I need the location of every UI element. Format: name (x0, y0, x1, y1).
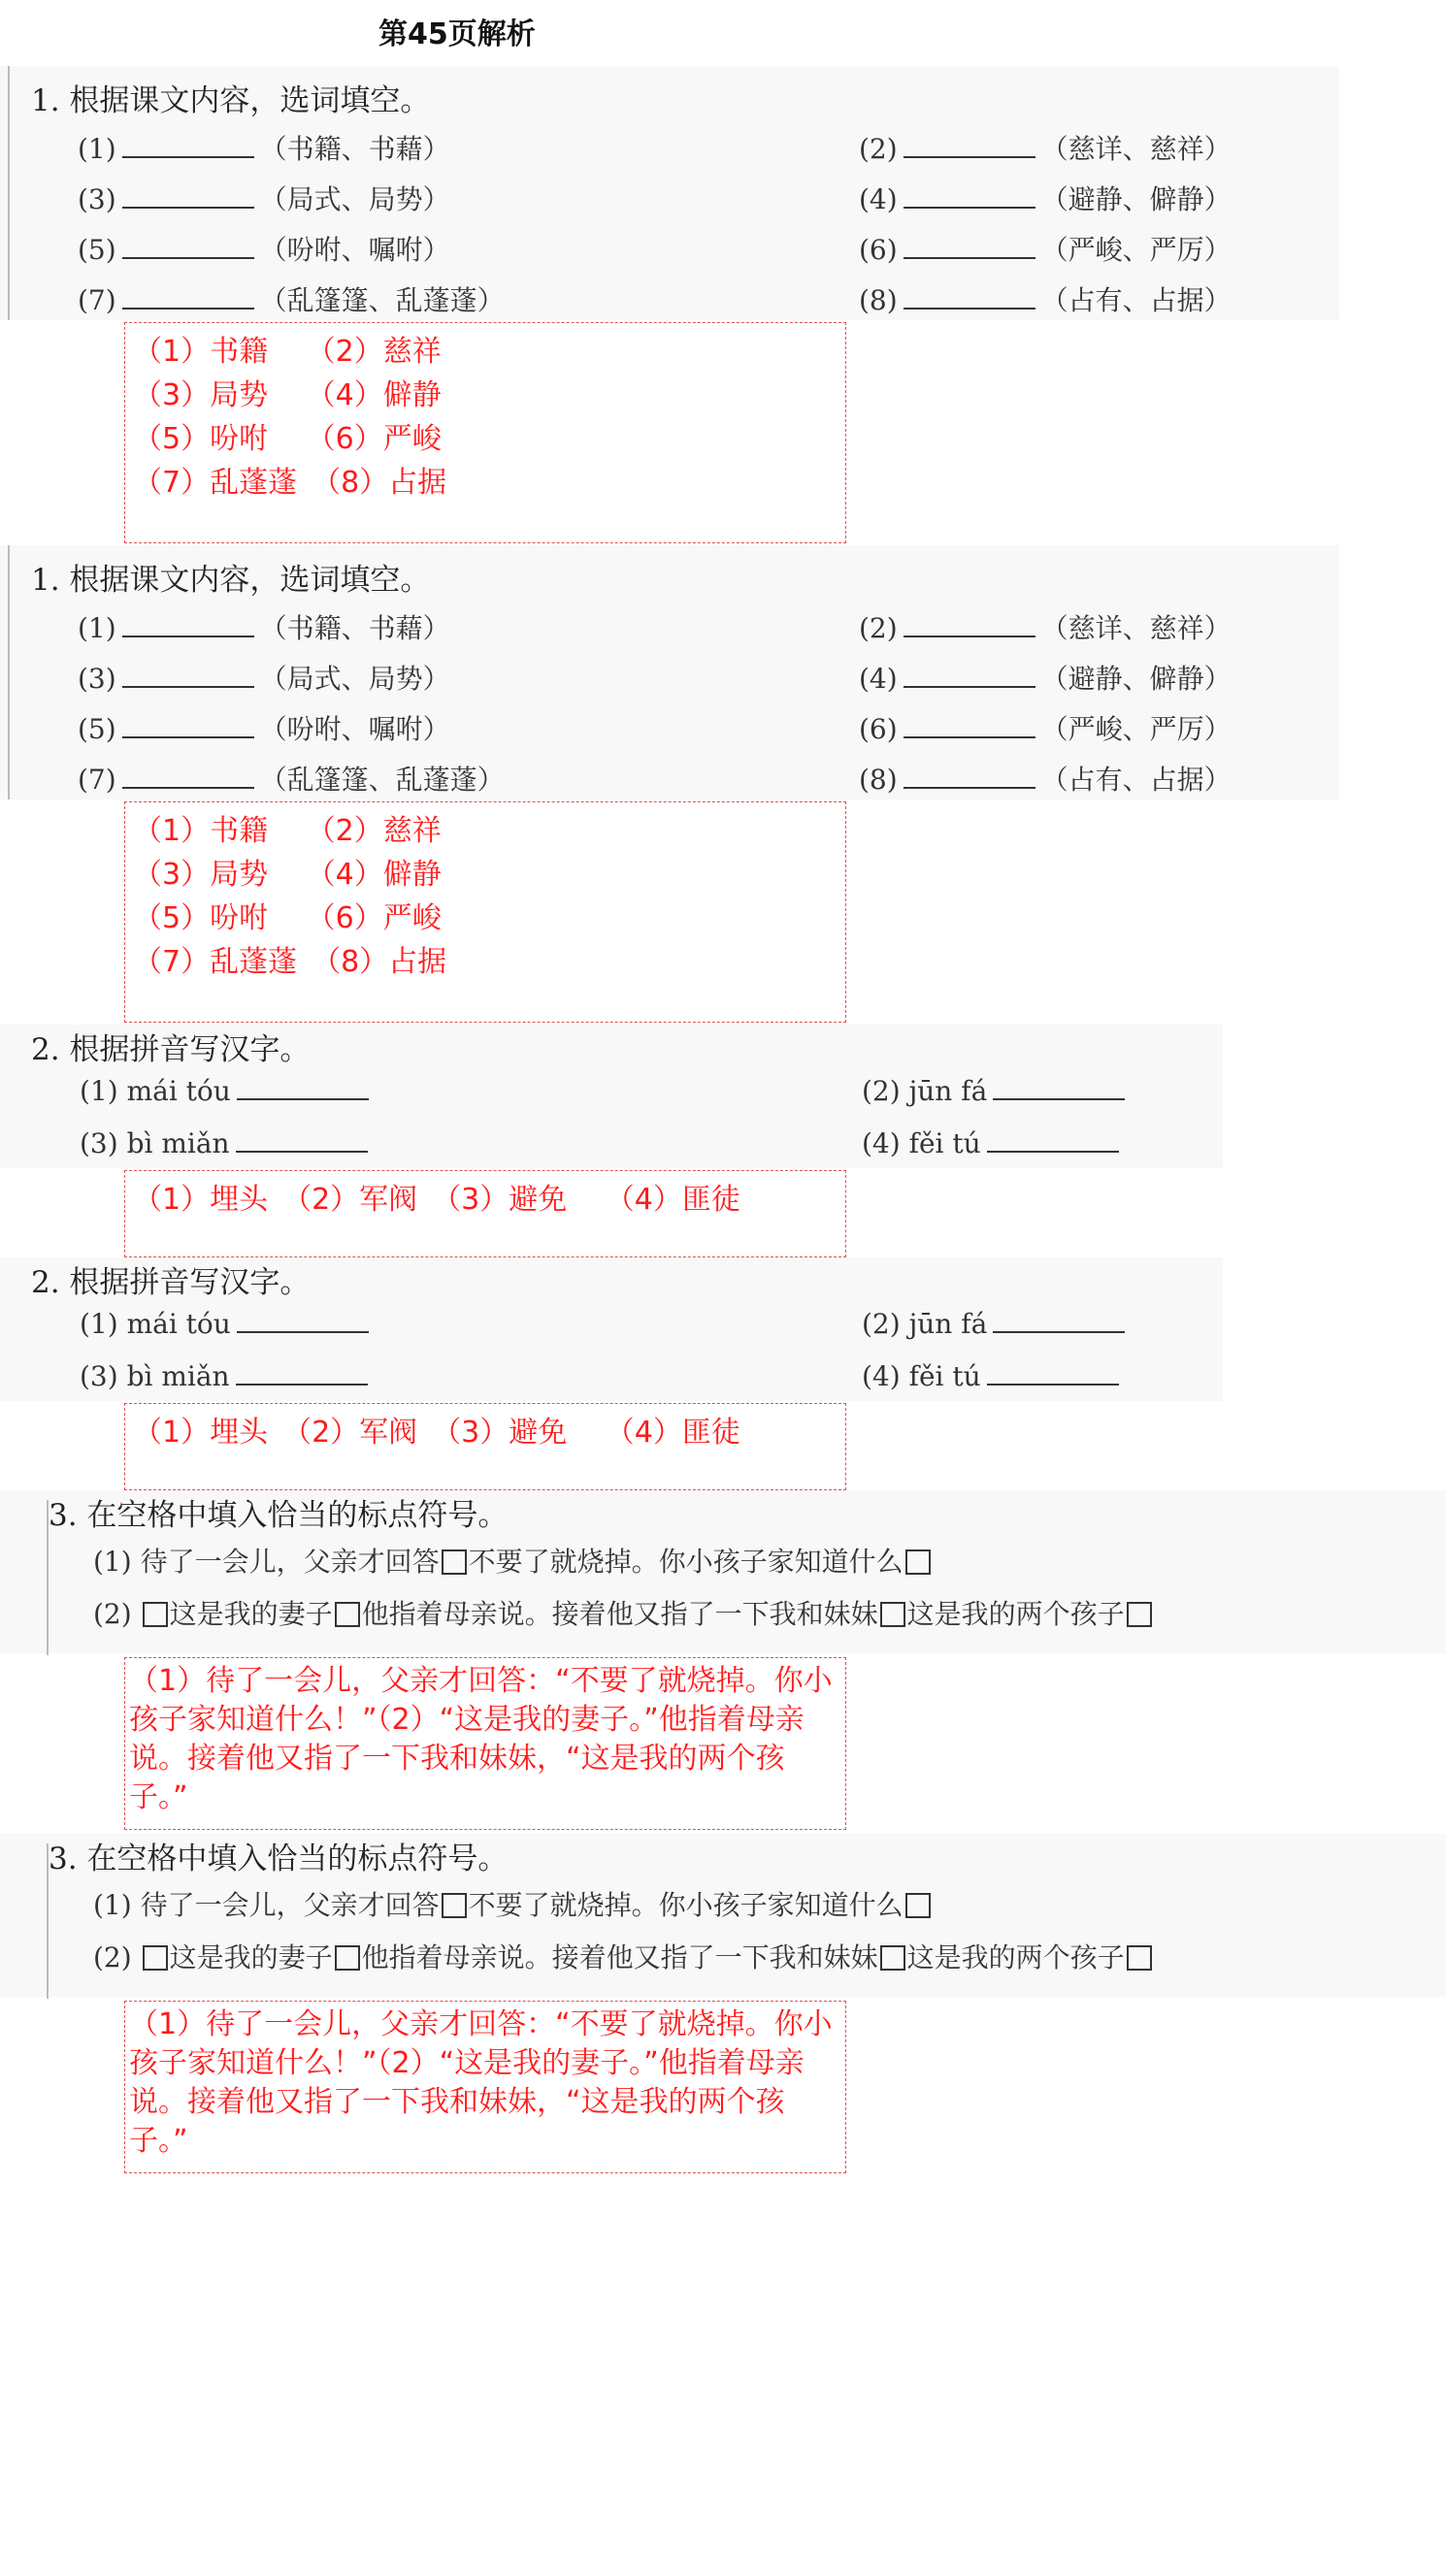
sentence-text: 待了一会儿，父亲才回答 (140, 1546, 440, 1578)
punctuation-box[interactable] (1127, 1945, 1152, 1971)
item-number: (5) (78, 234, 116, 266)
item-number: (7) (78, 764, 116, 796)
pinyin-item (80, 1306, 375, 1340)
answer-blank[interactable] (904, 282, 1035, 310)
item-number: (8) (859, 764, 898, 796)
answer-text: （1）待了一会儿，父亲才回答：“不要了就烧掉。你小孩子家知道什么！”（2）“这是我的妻子。”他指着母亲说。接着他又指了一下我和妹妹，“这是我的两个孩子。” (129, 2007, 833, 2158)
answer-blank[interactable] (904, 661, 1035, 688)
item-number: (1) (93, 1546, 132, 1578)
pinyin-text: bì miǎn (126, 1360, 230, 1392)
fill-item (78, 658, 450, 697)
pinyin-text: mái tóu (126, 1308, 231, 1340)
sentence-text: 待了一会儿，父亲才回答 (140, 1889, 440, 1921)
fill-item (78, 607, 450, 646)
sentence-text: 这是我的两个孩子 (906, 1598, 1125, 1630)
punctuation-box[interactable] (442, 1893, 467, 1918)
punctuation-box[interactable] (143, 1945, 168, 1971)
answer-box (124, 1657, 846, 1830)
punctuation-box[interactable] (335, 1602, 360, 1627)
item-options: （严峻、严厉） (1040, 713, 1232, 745)
fill-item (859, 607, 1232, 646)
sentence-text: 不要了就烧掉。你小孩子家知道什么 (468, 1889, 904, 1921)
answer-blank[interactable] (993, 1073, 1125, 1100)
pinyin-text: bì miǎn (126, 1127, 230, 1159)
item-number: (1) (80, 1308, 118, 1340)
answer-box (124, 2001, 846, 2173)
fill-item (78, 229, 450, 268)
question-1-block (0, 66, 1446, 545)
punctuation-box[interactable] (335, 1945, 360, 1971)
answer-blank[interactable] (904, 232, 1035, 259)
pinyin-item (80, 1073, 375, 1107)
punctuation-box[interactable] (143, 1602, 168, 1627)
pinyin-text: fěi tú (908, 1360, 981, 1392)
item-options: （吩咐、嘱咐） (259, 713, 450, 745)
answer-blank[interactable] (122, 610, 254, 637)
fill-item (859, 179, 1232, 217)
pinyin-text: mái tóu (126, 1075, 231, 1107)
item-number: (5) (78, 713, 116, 745)
fill-item (78, 279, 505, 318)
item-options: （慈详、慈祥） (1040, 133, 1232, 165)
sentence-text: 他指着母亲说。接着他又指了一下我和妹妹 (361, 1598, 878, 1630)
pinyin-text: jūn fá (908, 1075, 988, 1107)
answer-line: （1）书籍 （2）慈祥 (133, 335, 442, 369)
fill-item (859, 229, 1232, 268)
question-2-block (0, 1257, 1446, 1490)
question-heading: 3. 在空格中填入恰当的标点符号。 (49, 1842, 509, 1876)
answer-blank[interactable] (236, 1358, 368, 1386)
punctuation-box[interactable] (442, 1549, 467, 1575)
punctuation-box[interactable] (880, 1945, 905, 1971)
answer-box (124, 801, 846, 1023)
item-options: （避静、僻静） (1040, 663, 1232, 695)
item-number: (4) (859, 663, 898, 695)
answer-blank[interactable] (122, 282, 254, 310)
answer-blank[interactable] (122, 661, 254, 688)
answer-line: （5）吩咐 （6）严峻 (133, 901, 442, 935)
answer-blank[interactable] (987, 1358, 1119, 1386)
punctuation-item (93, 1937, 1154, 1975)
item-number: (2) (93, 1598, 132, 1630)
fill-item (859, 279, 1232, 318)
page-title: 第45页解析 (378, 17, 536, 51)
answer-box (124, 1170, 846, 1257)
item-number: (3) (80, 1127, 118, 1159)
answer-line: （1）埋头 （2）军阀 （3）避免 （4）匪徒 (133, 1183, 740, 1217)
answer-text: （1）待了一会儿，父亲才回答：“不要了就烧掉。你小孩子家知道什么！”（2）“这是我的妻子。”他指着母亲说。接着他又指了一下我和妹妹，“这是我的两个孩子。” (129, 1664, 833, 1814)
item-options: （慈详、慈祥） (1040, 612, 1232, 644)
item-number: (1) (78, 612, 116, 644)
item-number: (8) (859, 284, 898, 316)
fill-item (78, 759, 505, 798)
pinyin-item (862, 1306, 1131, 1340)
pinyin-item (80, 1125, 374, 1159)
item-options: （局式、局势） (259, 183, 450, 215)
item-number: (7) (78, 284, 116, 316)
answer-blank[interactable] (904, 181, 1035, 209)
item-options: （严峻、严厉） (1040, 234, 1232, 266)
item-options: （乱篷篷、乱蓬蓬） (259, 284, 505, 316)
pinyin-text: fěi tú (908, 1127, 981, 1159)
question-heading: 1. 根据课文内容，选词填空。 (31, 563, 431, 598)
fill-item (78, 708, 450, 747)
answer-box (124, 322, 846, 543)
item-number: (3) (78, 183, 116, 215)
answer-blank[interactable] (987, 1125, 1119, 1153)
punctuation-box[interactable] (1127, 1602, 1152, 1627)
item-number: (1) (93, 1889, 132, 1921)
item-number: (2) (859, 612, 898, 644)
margin-line (8, 545, 10, 799)
answer-blank[interactable] (904, 762, 1035, 789)
sentence-text: 这是我的妻子 (169, 1598, 333, 1630)
item-number: (2) (93, 1941, 132, 1973)
punctuation-box[interactable] (905, 1549, 931, 1575)
item-number: (2) (859, 133, 898, 165)
sentence-text: 这是我的妻子 (169, 1941, 333, 1973)
pinyin-text: jūn fá (908, 1308, 988, 1340)
sentence-text: 不要了就烧掉。你小孩子家知道什么 (468, 1546, 904, 1578)
punctuation-item (93, 1884, 933, 1923)
answer-line: （5）吩咐 （6）严峻 (133, 422, 442, 456)
answer-blank[interactable] (122, 762, 254, 789)
question-heading: 1. 根据课文内容，选词填空。 (31, 83, 431, 118)
item-number: (2) (862, 1308, 901, 1340)
fill-item (78, 179, 450, 217)
item-number: (1) (80, 1075, 118, 1107)
fill-item (859, 128, 1232, 167)
question-1-block (0, 545, 1446, 1025)
punctuation-item (93, 1593, 1154, 1632)
answer-line: （1）埋头 （2）军阀 （3）避免 （4）匪徒 (133, 1416, 740, 1450)
answer-blank[interactable] (993, 1306, 1125, 1333)
answer-line: （7）乱蓬蓬 （8）占据 (133, 945, 447, 979)
item-options: （占有、占据） (1040, 764, 1232, 796)
answer-blank[interactable] (122, 232, 254, 259)
item-options: （书籍、书藉） (259, 133, 450, 165)
question-3-block (0, 1834, 1446, 2173)
punctuation-box[interactable] (880, 1602, 905, 1627)
pinyin-item (80, 1358, 374, 1392)
pinyin-item (862, 1358, 1125, 1392)
answer-line: （3）局势 （4）僻静 (133, 378, 442, 412)
punctuation-item (93, 1541, 933, 1580)
question-2-block (0, 1025, 1446, 1257)
punctuation-box[interactable] (905, 1893, 931, 1918)
fill-item (859, 759, 1232, 798)
answer-blank[interactable] (122, 181, 254, 209)
fill-item (859, 708, 1232, 747)
item-number: (6) (859, 713, 898, 745)
answer-box (124, 1403, 846, 1490)
pinyin-item (862, 1073, 1131, 1107)
answer-blank[interactable] (904, 610, 1035, 637)
answer-blank[interactable] (122, 131, 254, 158)
margin-line (8, 66, 10, 320)
fill-item (859, 658, 1232, 697)
answer-blank[interactable] (236, 1125, 368, 1153)
answer-line: （3）局势 （4）僻静 (133, 858, 442, 892)
item-number: (4) (862, 1127, 901, 1159)
answer-blank[interactable] (122, 711, 254, 738)
item-number: (2) (862, 1075, 901, 1107)
item-number: (4) (859, 183, 898, 215)
item-number: (3) (78, 663, 116, 695)
answer-line: （1）书籍 （2）慈祥 (133, 814, 442, 848)
item-options: （避静、僻静） (1040, 183, 1232, 215)
sentence-text: 他指着母亲说。接着他又指了一下我和妹妹 (361, 1941, 878, 1973)
answer-line: （7）乱蓬蓬 （8）占据 (133, 466, 447, 500)
item-options: （局式、局势） (259, 663, 450, 695)
question-heading: 2. 根据拼音写汉字。 (31, 1032, 311, 1067)
answer-blank[interactable] (237, 1306, 369, 1333)
sentence-text: 这是我的两个孩子 (906, 1941, 1125, 1973)
item-options: （占有、占据） (1040, 284, 1232, 316)
pinyin-item (862, 1125, 1125, 1159)
answer-blank[interactable] (904, 131, 1035, 158)
item-number: (6) (859, 234, 898, 266)
item-options: （乱篷篷、乱蓬蓬） (259, 764, 505, 796)
item-number: (1) (78, 133, 116, 165)
question-heading: 2. 根据拼音写汉字。 (31, 1265, 311, 1300)
item-options: （吩咐、嘱咐） (259, 234, 450, 266)
question-3-block (0, 1490, 1446, 1830)
answer-blank[interactable] (904, 711, 1035, 738)
item-number: (4) (862, 1360, 901, 1392)
question-heading: 3. 在空格中填入恰当的标点符号。 (49, 1498, 509, 1533)
item-options: （书籍、书藉） (259, 612, 450, 644)
fill-item (78, 128, 450, 167)
answer-blank[interactable] (237, 1073, 369, 1100)
item-number: (3) (80, 1360, 118, 1392)
